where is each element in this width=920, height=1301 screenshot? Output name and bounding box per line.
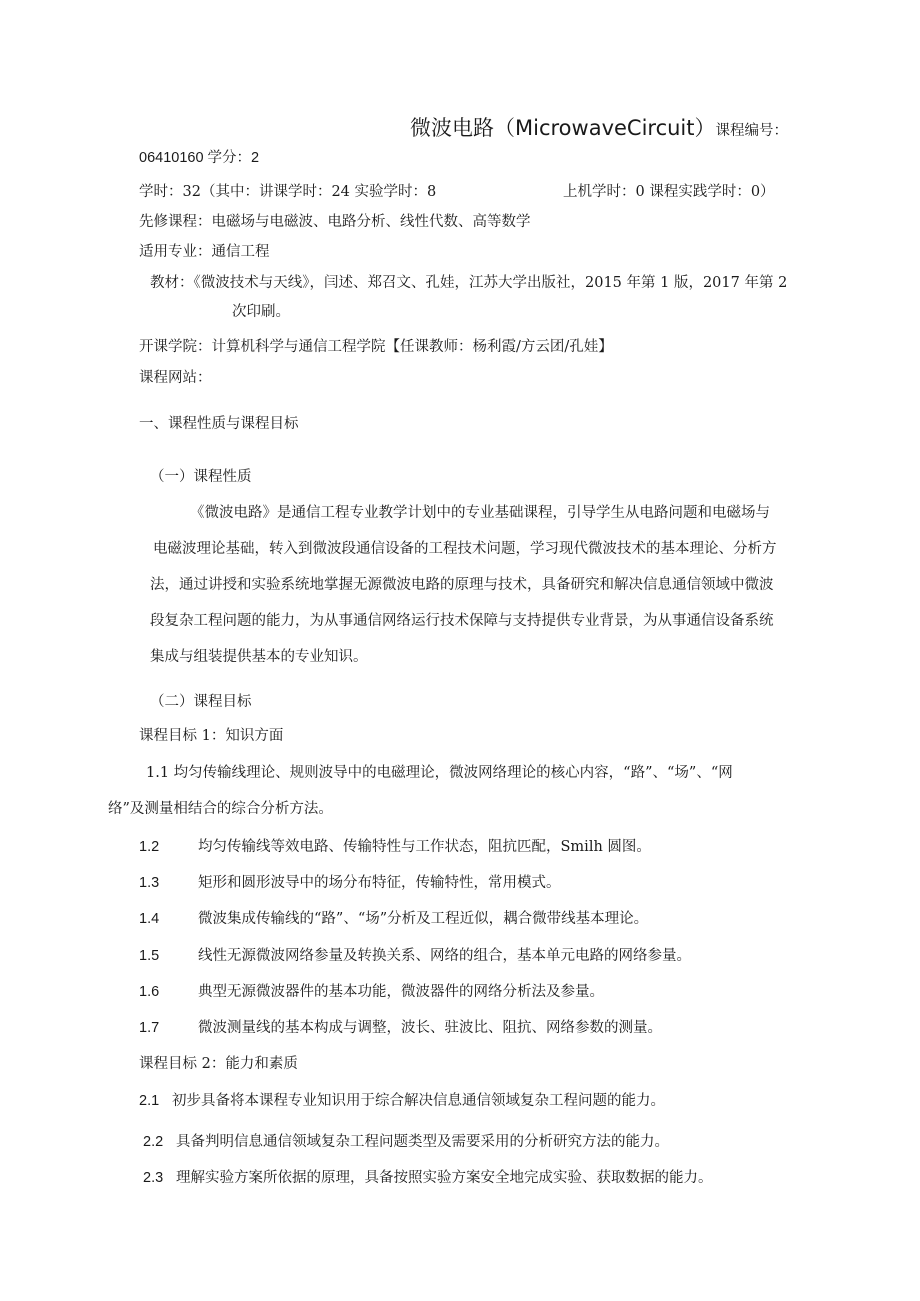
course-code-line: 06410160 学分：2 [139,150,260,166]
hours-right: 上机学时：0 课程实践学时：0） [563,184,775,200]
goal-item-number: 1.7 [139,1020,160,1036]
goal-item-number: 2.3 [143,1170,164,1186]
goal-item-number: 1.5 [139,948,160,964]
goal-item-text: 微波测量线的基本构成与调整，波长、驻波比、阻抗、网络参数的测量。 [198,1020,662,1036]
goal-item-text: 矩形和圆形波导中的场分布特征，传输特性，常用模式。 [198,875,561,891]
goal-item-number: 2.1 [139,1093,160,1109]
goal-item-text: 初步具备将本课程专业知识用于综合解决信息通信领域复杂工程问题的能力。 [172,1093,665,1109]
goal-item-text: 线性无源微波网络参量及转换关系、网络的组合，基本单元电路的网络参量。 [198,948,691,964]
course-title-line [410,112,788,142]
goal-item-number: 1.3 [139,875,160,891]
goal1-title: 课程目标 1：知识方面 [139,728,284,744]
goal2-title: 课程目标 2：能力和素质 [139,1056,298,1072]
goal-item-number: 2.2 [143,1134,164,1150]
textbook-line-1: 教材：《微波技术与天线》，闫述、郑召文、孔娃，江苏大学出版社，2015 年第 1 版，2017 年第 2 [150,275,788,291]
nature-para-line: 《微波电路》是通信工程专业教学计划中的专业基础课程，引导学生从电路问题和电磁场与 [190,505,770,521]
goal-item-text: 均匀传输线等效电路、传输特性与工作状态，阻抗匹配，Smilh 圆图。 [198,839,651,855]
goal1-1-line-2: 络”及测量相结合的综合分析方法。 [108,801,333,817]
subsection-goals: （二）课程目标 [150,694,252,710]
goal-item-text: 微波集成传输线的“路”、“场”分析及工程近似，耦合微带线基本理论。 [198,911,649,927]
nature-para-line: 段复杂工程问题的能力，为从事通信网络运行技术保障与支持提供专业背景，为从事通信设备系统 [150,613,774,629]
nature-para-line: 法，通过讲授和实验系统地掌握无源微波电路的原理与技术，具备研究和解决信息通信领域中微波 [150,577,774,593]
goal-item-text: 典型无源微波器件的基本功能，微波器件的网络分析法及参量。 [198,984,604,1000]
goal-item-text: 理解实验方案所依据的原理，具备按照实验方案安全地完成实验、获取数据的能力。 [176,1170,713,1186]
goal-item-number: 1.4 [139,911,160,927]
hours-left: 学时：32（其中：讲课学时：24 实验学时：8 [139,184,437,200]
goal-item-number: 1.6 [139,984,160,1000]
college-line: 开课学院：计算机科学与通信工程学院【任课教师：杨利霞/方云团/孔娃】 [139,339,613,355]
goal-item-number: 1.2 [139,839,160,855]
course-code-label: 课程编号： [715,123,789,139]
goal1-1-line-1: 1.1 均匀传输线理论、规则波导中的电磁理论，微波网络理论的核心内容，“路”、“场”、“网 [146,765,733,781]
subsection-nature: （一）课程性质 [150,469,252,485]
prerequisites: 先修课程：电磁场与电磁波、电路分析、线性代数、高等数学 [139,214,531,230]
goal-item-text: 具备判明信息通信领域复杂工程问题类型及需要采用的分析研究方法的能力。 [176,1134,669,1150]
nature-para-line: 集成与组装提供基本的专业知识。 [150,649,368,665]
website-line: 课程网站： [139,370,212,386]
course-title: 微波电路（MicrowaveCircuit） [410,116,716,140]
applicable-major: 适用专业：通信工程 [139,244,270,260]
nature-para-line: 电磁波理论基础，转入到微波段通信设备的工程技术问题，学习现代微波技术的基本理论、分析方 [153,541,777,557]
textbook-line-2: 次印刷。 [232,304,290,320]
section-heading: 一、课程性质与课程目标 [139,416,299,432]
